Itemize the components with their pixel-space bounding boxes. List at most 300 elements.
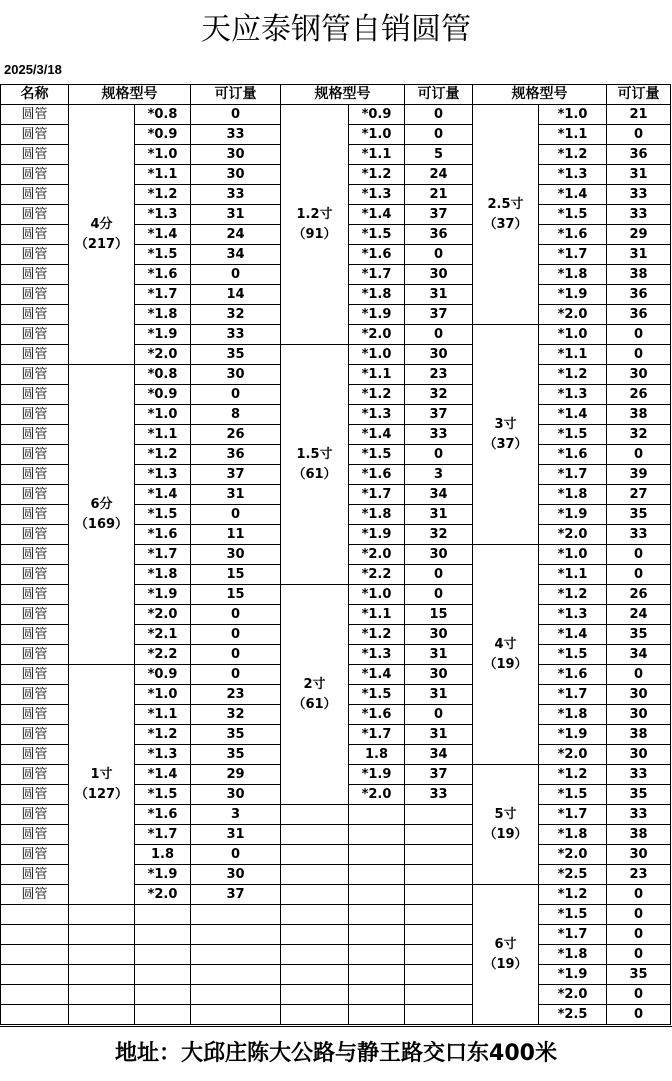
qty-cell: 37 <box>191 465 281 485</box>
spec-cell: *2.0 <box>135 605 191 625</box>
empty-cell <box>135 925 191 945</box>
size-group-cell <box>473 545 539 765</box>
spec-cell: *1.3 <box>349 645 405 665</box>
empty-cell <box>191 945 281 965</box>
qty-cell: 30 <box>405 545 473 565</box>
qty-cell: 27 <box>607 485 671 505</box>
empty-cell <box>405 905 473 925</box>
spec-cell: *1.1 <box>135 425 191 445</box>
qty-cell: 3 <box>405 465 473 485</box>
empty-cell <box>281 945 349 965</box>
empty-cell <box>405 925 473 945</box>
empty-cell <box>281 925 349 945</box>
group-total: （19） <box>483 826 528 842</box>
product-name-cell <box>1 945 69 965</box>
size-group-cell <box>69 665 135 905</box>
qty-cell: 38 <box>607 825 671 845</box>
qty-cell: 31 <box>405 285 473 305</box>
qty-cell: 0 <box>405 325 473 345</box>
spec-cell: *1.8 <box>539 265 607 285</box>
product-name-cell: 圆管 <box>1 565 69 585</box>
empty-cell <box>281 965 349 985</box>
qty-cell: 26 <box>607 585 671 605</box>
size-group-cell <box>69 365 135 665</box>
spec-cell: *2.0 <box>539 525 607 545</box>
empty-cell <box>349 845 405 865</box>
group-size: 6分 <box>90 496 113 512</box>
empty-cell <box>69 925 135 945</box>
empty-cell <box>405 825 473 845</box>
empty-cell <box>281 885 349 905</box>
spec-cell: *2.5 <box>539 1005 607 1025</box>
empty-cell <box>69 945 135 965</box>
qty-cell: 0 <box>607 905 671 925</box>
product-name-cell: 圆管 <box>1 805 69 825</box>
qty-cell: 31 <box>191 825 281 845</box>
qty-cell: 30 <box>607 845 671 865</box>
spec-cell: *1.7 <box>135 545 191 565</box>
product-name-cell: 圆管 <box>1 125 69 145</box>
product-name-cell: 圆管 <box>1 865 69 885</box>
qty-cell: 31 <box>607 245 671 265</box>
empty-cell <box>349 805 405 825</box>
spec-cell: *1.2 <box>135 725 191 745</box>
qty-cell: 31 <box>405 725 473 745</box>
spec-cell: *1.0 <box>135 405 191 425</box>
table-row <box>1 965 671 985</box>
qty-cell: 24 <box>405 165 473 185</box>
qty-cell: 33 <box>191 325 281 345</box>
product-name-cell: 圆管 <box>1 685 69 705</box>
spec-cell: *1.4 <box>539 405 607 425</box>
qty-cell: 32 <box>405 525 473 545</box>
qty-cell: 31 <box>191 205 281 225</box>
spec-cell: *1.7 <box>349 265 405 285</box>
qty-cell: 33 <box>607 525 671 545</box>
empty-cell <box>69 1005 135 1025</box>
product-name-cell: 圆管 <box>1 845 69 865</box>
qty-cell: 39 <box>607 465 671 485</box>
product-name-cell: 圆管 <box>1 825 69 845</box>
spec-cell: *1.1 <box>135 705 191 725</box>
qty-cell: 35 <box>607 625 671 645</box>
group-total: （37） <box>483 216 528 232</box>
qty-cell: 3 <box>191 805 281 825</box>
qty-cell: 23 <box>191 685 281 705</box>
spec-cell: *0.9 <box>135 125 191 145</box>
qty-cell: 34 <box>405 485 473 505</box>
empty-cell <box>281 905 349 925</box>
spec-cell: *1.1 <box>539 125 607 145</box>
spec-cell: *1.6 <box>135 805 191 825</box>
qty-cell: 24 <box>607 605 671 625</box>
product-name-cell: 圆管 <box>1 145 69 165</box>
spec-cell: *2.1 <box>135 625 191 645</box>
spec-cell: *1.9 <box>349 305 405 325</box>
group-total: （19） <box>483 656 528 672</box>
empty-cell <box>405 805 473 825</box>
qty-cell: 21 <box>405 185 473 205</box>
spec-cell: *1.6 <box>349 245 405 265</box>
product-name-cell: 圆管 <box>1 385 69 405</box>
empty-cell <box>405 985 473 1005</box>
qty-cell: 32 <box>405 385 473 405</box>
spec-cell: *1.4 <box>539 185 607 205</box>
spec-cell: *0.9 <box>135 385 191 405</box>
empty-cell <box>281 1005 349 1025</box>
spec-cell: *1.2 <box>539 365 607 385</box>
product-name-cell <box>1 925 69 945</box>
spec-cell: 1.8 <box>135 845 191 865</box>
spec-cell: *1.1 <box>349 365 405 385</box>
empty-cell <box>349 825 405 845</box>
qty-cell: 26 <box>191 425 281 445</box>
empty-cell <box>405 845 473 865</box>
group-size: 1寸 <box>90 766 113 782</box>
spec-cell: *1.9 <box>135 865 191 885</box>
qty-cell: 37 <box>405 205 473 225</box>
qty-cell: 23 <box>405 365 473 385</box>
header-qty: 可订量 <box>405 85 473 105</box>
qty-cell: 30 <box>191 785 281 805</box>
qty-cell: 36 <box>191 445 281 465</box>
group-total: （91） <box>292 226 337 242</box>
qty-cell: 0 <box>607 885 671 905</box>
qty-cell: 34 <box>405 745 473 765</box>
qty-cell: 0 <box>191 265 281 285</box>
qty-cell: 38 <box>607 265 671 285</box>
empty-cell <box>349 865 405 885</box>
qty-cell: 26 <box>607 385 671 405</box>
qty-cell: 35 <box>191 725 281 745</box>
product-name-cell: 圆管 <box>1 105 69 125</box>
product-name-cell <box>1 985 69 1005</box>
qty-cell: 31 <box>405 685 473 705</box>
qty-cell: 0 <box>191 845 281 865</box>
spec-cell: *1.4 <box>349 665 405 685</box>
spec-cell: *1.5 <box>539 905 607 925</box>
spec-cell: *1.9 <box>349 525 405 545</box>
group-size: 1.5寸 <box>296 446 333 462</box>
product-name-cell: 圆管 <box>1 465 69 485</box>
qty-cell: 37 <box>191 885 281 905</box>
spec-cell: *0.9 <box>349 105 405 125</box>
stock-table-body <box>1 105 671 1025</box>
spec-cell: *1.9 <box>539 285 607 305</box>
qty-cell: 31 <box>191 485 281 505</box>
qty-cell: 33 <box>405 785 473 805</box>
empty-cell <box>349 945 405 965</box>
product-name-cell: 圆管 <box>1 425 69 445</box>
empty-cell <box>281 865 349 885</box>
spec-cell: *1.5 <box>349 225 405 245</box>
spec-cell: *1.7 <box>539 685 607 705</box>
spec-cell: *1.9 <box>135 325 191 345</box>
spec-cell: *1.8 <box>349 285 405 305</box>
spec-cell: *2.0 <box>349 785 405 805</box>
empty-cell <box>281 805 349 825</box>
spec-cell: *2.0 <box>539 745 607 765</box>
qty-cell: 32 <box>191 705 281 725</box>
table-row <box>1 985 671 1005</box>
spec-cell: *2.0 <box>349 325 405 345</box>
group-size: 2.5寸 <box>487 196 524 212</box>
spec-cell: *1.7 <box>135 285 191 305</box>
spec-cell: *1.2 <box>539 145 607 165</box>
empty-cell <box>281 845 349 865</box>
spec-cell: *1.8 <box>135 565 191 585</box>
spec-cell: *1.7 <box>539 465 607 485</box>
qty-cell: 30 <box>191 145 281 165</box>
header-name: 名称 <box>1 85 69 105</box>
product-name-cell: 圆管 <box>1 365 69 385</box>
empty-cell <box>191 965 281 985</box>
empty-cell <box>405 865 473 885</box>
group-total: （19） <box>483 956 528 972</box>
empty-cell <box>135 905 191 925</box>
spec-cell: *1.2 <box>135 445 191 465</box>
product-name-cell <box>1 1005 69 1025</box>
spec-cell: *1.9 <box>539 725 607 745</box>
qty-cell: 5 <box>405 145 473 165</box>
spec-cell: *0.9 <box>135 665 191 685</box>
spec-cell: 1.8 <box>349 745 405 765</box>
group-total: （37） <box>483 436 528 452</box>
group-size: 3寸 <box>494 416 517 432</box>
product-name-cell: 圆管 <box>1 725 69 745</box>
spec-cell: *1.4 <box>135 765 191 785</box>
spec-cell: *1.8 <box>539 945 607 965</box>
spec-cell: *0.8 <box>135 105 191 125</box>
spec-cell: *1.1 <box>349 605 405 625</box>
product-name-cell: 圆管 <box>1 705 69 725</box>
spec-cell: *1.4 <box>135 225 191 245</box>
empty-cell <box>281 825 349 845</box>
spec-cell: *1.6 <box>349 465 405 485</box>
spec-cell: *1.2 <box>349 385 405 405</box>
empty-cell <box>135 965 191 985</box>
qty-cell: 37 <box>405 405 473 425</box>
product-name-cell <box>1 905 69 925</box>
spec-cell: *1.6 <box>539 225 607 245</box>
spec-cell: *1.2 <box>135 185 191 205</box>
group-size: 5寸 <box>494 806 517 822</box>
spec-cell: *2.2 <box>349 565 405 585</box>
spec-cell: *1.8 <box>539 705 607 725</box>
empty-cell <box>349 965 405 985</box>
qty-cell: 0 <box>191 385 281 405</box>
spec-cell: *2.0 <box>539 845 607 865</box>
qty-cell: 30 <box>191 365 281 385</box>
spec-cell: *1.0 <box>349 345 405 365</box>
table-row <box>1 1005 671 1025</box>
qty-cell: 35 <box>191 345 281 365</box>
spec-cell: *1.7 <box>539 805 607 825</box>
qty-cell: 34 <box>607 645 671 665</box>
size-group-cell <box>473 105 539 325</box>
qty-cell: 36 <box>607 305 671 325</box>
header-spec: 规格型号 <box>473 85 607 105</box>
qty-cell: 0 <box>405 245 473 265</box>
qty-cell: 29 <box>607 225 671 245</box>
product-name-cell: 圆管 <box>1 525 69 545</box>
product-name-cell: 圆管 <box>1 545 69 565</box>
product-name-cell: 圆管 <box>1 165 69 185</box>
spec-cell: *1.5 <box>135 785 191 805</box>
qty-cell: 30 <box>405 665 473 685</box>
qty-cell: 33 <box>405 425 473 445</box>
spec-cell: *1.7 <box>349 725 405 745</box>
size-group-cell <box>473 885 539 1025</box>
table-row <box>1 925 671 945</box>
qty-cell: 31 <box>405 505 473 525</box>
product-name-cell: 圆管 <box>1 265 69 285</box>
qty-cell: 0 <box>191 625 281 645</box>
spec-cell: *1.5 <box>539 425 607 445</box>
empty-cell <box>69 965 135 985</box>
spec-cell: *1.2 <box>539 885 607 905</box>
spec-cell: *1.2 <box>349 625 405 645</box>
qty-cell: 34 <box>191 245 281 265</box>
group-size: 4寸 <box>494 636 517 652</box>
header-spec: 规格型号 <box>281 85 405 105</box>
empty-cell <box>349 885 405 905</box>
empty-cell <box>135 985 191 1005</box>
group-size: 1.2寸 <box>296 206 333 222</box>
qty-cell: 0 <box>405 585 473 605</box>
product-name-cell: 圆管 <box>1 605 69 625</box>
spec-cell: *1.0 <box>539 105 607 125</box>
spec-cell: *1.5 <box>539 785 607 805</box>
qty-cell: 21 <box>607 105 671 125</box>
spec-cell: *1.0 <box>539 325 607 345</box>
product-name-cell: 圆管 <box>1 745 69 765</box>
qty-cell: 33 <box>607 185 671 205</box>
qty-cell: 37 <box>405 305 473 325</box>
spec-cell: *1.5 <box>539 645 607 665</box>
spec-cell: *1.1 <box>539 565 607 585</box>
spec-cell: *1.3 <box>135 745 191 765</box>
empty-cell <box>191 905 281 925</box>
header-qty: 可订量 <box>191 85 281 105</box>
empty-cell <box>349 905 405 925</box>
spec-cell: *0.8 <box>135 365 191 385</box>
product-name-cell: 圆管 <box>1 325 69 345</box>
spec-cell: *1.3 <box>135 205 191 225</box>
spec-cell: *2.0 <box>349 545 405 565</box>
spec-cell: *1.8 <box>349 505 405 525</box>
qty-cell: 36 <box>607 145 671 165</box>
product-name-cell: 圆管 <box>1 245 69 265</box>
qty-cell: 0 <box>191 605 281 625</box>
qty-cell: 33 <box>191 125 281 145</box>
empty-cell <box>191 985 281 1005</box>
product-name-cell: 圆管 <box>1 665 69 685</box>
spec-cell: *1.3 <box>539 605 607 625</box>
empty-cell <box>69 905 135 925</box>
product-name-cell: 圆管 <box>1 305 69 325</box>
spec-cell: *2.2 <box>135 645 191 665</box>
empty-cell <box>405 1005 473 1025</box>
group-total: （217） <box>74 236 129 252</box>
qty-cell: 0 <box>607 125 671 145</box>
spec-cell: *1.7 <box>349 485 405 505</box>
product-name-cell: 圆管 <box>1 345 69 365</box>
product-name-cell: 圆管 <box>1 445 69 465</box>
qty-cell: 33 <box>607 805 671 825</box>
group-size: 4分 <box>90 216 113 232</box>
empty-cell <box>405 965 473 985</box>
spec-cell: *2.0 <box>135 345 191 365</box>
spec-cell: *1.4 <box>349 425 405 445</box>
qty-cell: 15 <box>191 565 281 585</box>
qty-cell: 0 <box>191 665 281 685</box>
spec-cell: *1.5 <box>135 505 191 525</box>
size-group-cell <box>69 105 135 365</box>
spec-cell: *1.7 <box>135 825 191 845</box>
qty-cell: 30 <box>607 685 671 705</box>
qty-cell: 36 <box>607 285 671 305</box>
empty-cell <box>349 985 405 1005</box>
table-row <box>1 905 671 925</box>
spec-cell: *1.9 <box>349 765 405 785</box>
spec-cell: *1.5 <box>135 245 191 265</box>
qty-cell: 0 <box>405 565 473 585</box>
qty-cell: 15 <box>405 605 473 625</box>
address-footer: 地址：大邱庄陈大公路与静王路交口东400米 <box>0 1026 672 1081</box>
qty-cell: 30 <box>607 745 671 765</box>
qty-cell: 32 <box>191 305 281 325</box>
page-title: 天应泰钢管自销圆管 <box>201 12 471 47</box>
product-name-cell: 圆管 <box>1 205 69 225</box>
spec-cell: *1.4 <box>539 625 607 645</box>
size-group-cell <box>473 765 539 885</box>
qty-cell: 32 <box>607 425 671 445</box>
qty-cell: 8 <box>191 405 281 425</box>
empty-cell <box>349 1005 405 1025</box>
product-name-cell: 圆管 <box>1 405 69 425</box>
product-name-cell: 圆管 <box>1 185 69 205</box>
qty-cell: 0 <box>607 985 671 1005</box>
empty-cell <box>349 925 405 945</box>
qty-cell: 30 <box>607 365 671 385</box>
spec-cell: *2.5 <box>539 865 607 885</box>
qty-cell: 36 <box>405 225 473 245</box>
table-row <box>1 105 671 125</box>
qty-cell: 0 <box>191 105 281 125</box>
qty-cell: 30 <box>191 865 281 885</box>
group-size: 6寸 <box>494 936 517 952</box>
qty-cell: 35 <box>607 965 671 985</box>
qty-cell: 31 <box>607 165 671 185</box>
group-total: （61） <box>292 466 337 482</box>
product-name-cell: 圆管 <box>1 225 69 245</box>
qty-cell: 11 <box>191 525 281 545</box>
qty-cell: 30 <box>405 265 473 285</box>
spec-cell: *1.0 <box>539 545 607 565</box>
product-name-cell: 圆管 <box>1 585 69 605</box>
qty-cell: 35 <box>607 505 671 525</box>
qty-cell: 0 <box>405 445 473 465</box>
spec-cell: *1.6 <box>539 665 607 685</box>
qty-cell: 30 <box>405 345 473 365</box>
qty-cell: 38 <box>607 725 671 745</box>
spec-cell: *1.6 <box>135 265 191 285</box>
qty-cell: 37 <box>405 765 473 785</box>
qty-cell: 0 <box>607 345 671 365</box>
qty-cell: 38 <box>607 405 671 425</box>
size-group-cell <box>281 105 349 345</box>
